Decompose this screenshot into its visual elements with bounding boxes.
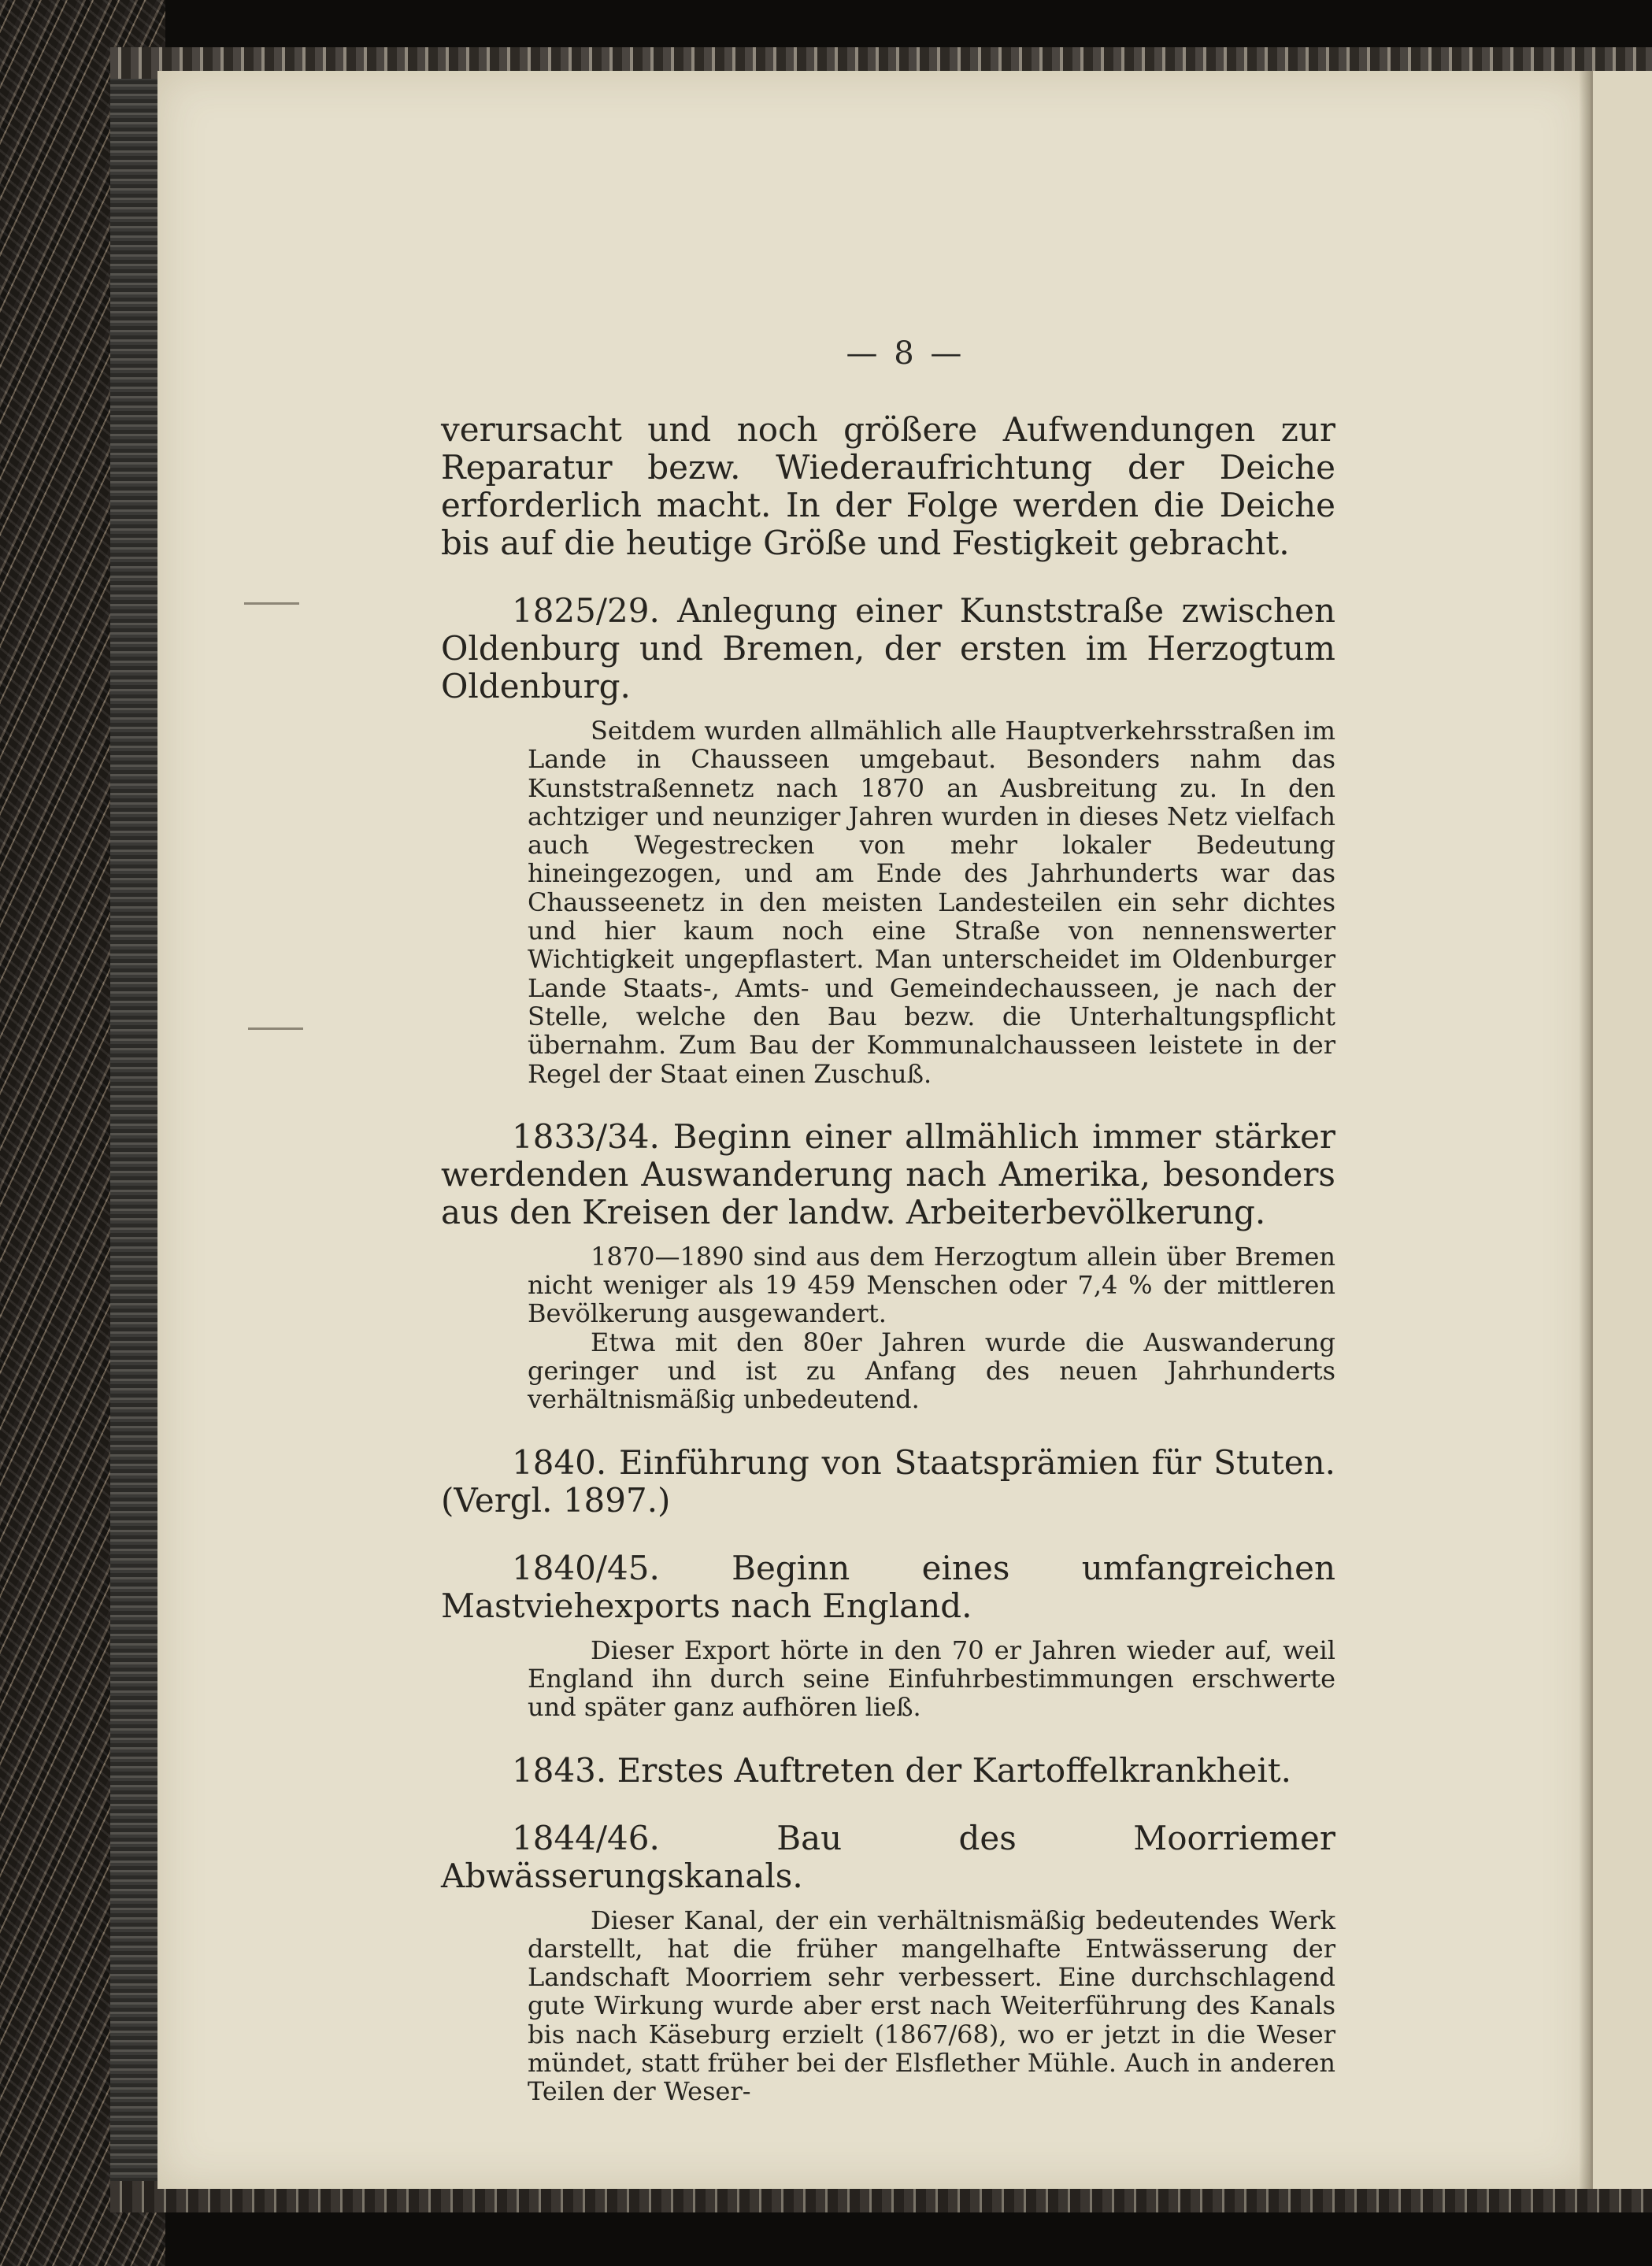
entry-note: Seitdem wurden allmählich alle Hauptverkehrsstraßen im Lande in Chausseen umgebaut. Besonders nahm das Kunststraßennetz nach 1870 an Ausbreitung zu. In den achtziger und neunziger Jahren wurden in dieses Netz vielfach auch Wegestrecken von mehr lokaler Bedeutung hineingezogen, und am Ende des Jahrhunderts war das Chausseenetz in den meisten Landesteilen ein sehr dichtes und hier kaum noch eine Straße von nennenswerter Wichtigkeit ungepflastert. Man unterscheidet im Oldenburger Lande Staats-, Amts- und Gemeindechausseen, je nach der Stelle, welche den Bau bezw. die Unterhaltungspflicht übernahm. Zum Bau der Kommunalchausseen leistete in der Regel der Staat einen Zuschuß. <box>528 716 1335 1089</box>
entry-heading: 1844/46. Bau des Moorriemer Abwässerungskanals. <box>441 1818 1335 1895</box>
facing-page-edge <box>1591 71 1652 2189</box>
entry-heading: 1833/34. Beginn einer allmählich immer stärker werdenden Auswanderung nach Amerika, besonders aus den Kreisen der landw. Arbeiterbevölkerung. <box>441 1116 1335 1231</box>
entry-note: Etwa mit den 80er Jahren wurde die Auswanderung geringer und ist zu Anfang des neuen Jahrhunderts verhältnismäßig unbedeutend. <box>528 1327 1335 1415</box>
margin-mark <box>248 1027 303 1030</box>
page-number: — 8 — <box>846 335 965 372</box>
intro-paragraph: verursacht und noch größere Aufwendungen zur Reparatur bezw. Wiederaufrichtung der Deiche erforderlich macht. In der Folge werden die Deiche bis auf die heutige Größe und Festigkeit gebracht. <box>441 410 1335 562</box>
entry-heading: 1843. Erstes Auftreten der Kartoffelkrankheit. <box>512 1750 1291 1790</box>
page-body <box>441 411 1335 2136</box>
entry-heading: 1840. Einführung von Staatsprämien für Stuten. (Vergl. 1897.) <box>441 1442 1335 1520</box>
page-gutter <box>1579 71 1591 2189</box>
entry-heading: 1840/45. Beginn eines umfangreichen Mastviehexports nach England. <box>441 1548 1335 1625</box>
entry-note: Dieser Export hörte in den 70 er Jahren wieder auf, weil England ihn durch seine Einfuhrbestimmungen erschwerte und später ganz aufhören ließ. <box>528 1635 1335 1723</box>
entry-note: Dieser Kanal, der ein verhältnismäßig bedeutendes Werk darstellt, hat die früher mangelhafte Entwässerung der Landschaft Moorriem sehr verbessert. Eine durchschlagend gute Wirkung wurde aber erst nach Weiterführung des Kanals bis nach Käseburg erzielt (1867/68), wo er jetzt in die Weser mündet, statt früher bei der Elsflether Mühle. Auch in anderen Teilen der Weser- <box>528 1905 1335 2107</box>
margin-mark <box>244 602 299 605</box>
entry-note: 1870—1890 sind aus dem Herzogtum allein über Bremen nicht weniger als 19 459 Menschen oder 7,4 % der mittleren Bevölkerung ausgewandert. <box>528 1241 1335 1329</box>
entry-heading: 1825/29. Anlegung einer Kunststraße zwischen Oldenburg und Bremen, der ersten im Herzogtum Oldenburg. <box>441 591 1335 705</box>
